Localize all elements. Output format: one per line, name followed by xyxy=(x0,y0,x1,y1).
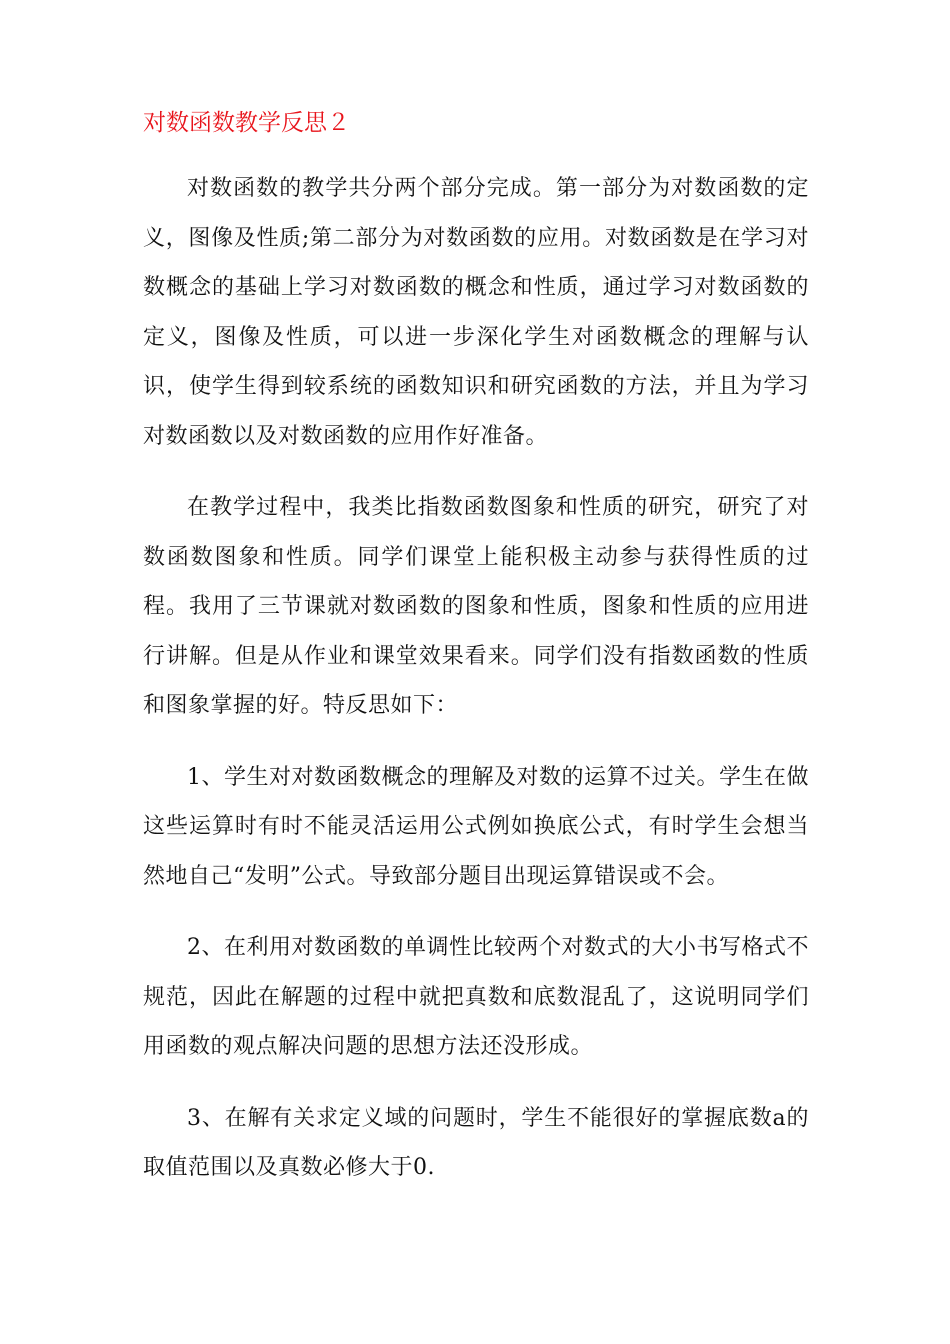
paragraph-process: 在教学过程中，我类比指数函数图象和性质的研究，研究了对数函数图象和性质。同学们课堂上能积极主动参与获得性质的过程。我用了三节课就对数函数的图象和性质，图象和性质的应用进行讲解。但是从作业和课堂效果看来。同学们没有指数函数的性质和图象掌握的好。特反思如下： xyxy=(143,495,809,718)
paragraph-intro: 对数函数的教学共分两个部分完成。第一部分为对数函数的定义，图像及性质;第二部分为对数函数的应用。对数函数是在学习对数概念的基础上学习对数函数的概念和性质，通过学习对数函数的定义，图像及性质，可以进一步深化学生对函数概念的理解与认识，使学生得到较系统的函数知识和研究函数的方法，并且为学习对数函数以及对数函数的应用作好准备。 xyxy=(143,176,809,449)
paragraph-point-2: 2、在利用对数函数的单调性比较两个对数式的大小书写格式不规范，因此在解题的过程中就把真数和底数混乱了，这说明同学们用函数的观点解决问题的思想方法还没形成。 xyxy=(143,935,809,1059)
paragraph-point-1: 1、学生对对数函数概念的理解及对数的运算不过关。学生在做这些运算时有时不能灵活运用公式例如换底公式，有时学生会想当然地自己“发明”公式。导致部分题目出现运算错误或不会。 xyxy=(143,764,809,889)
document-body xyxy=(143,164,809,1215)
document-title: 对数函数教学反思２ xyxy=(143,110,350,136)
paragraph-point-3: 3、在解有关求定义域的问题时，学生不能很好的掌握底数a的取值范围以及真数必修大于0. xyxy=(143,1105,809,1180)
